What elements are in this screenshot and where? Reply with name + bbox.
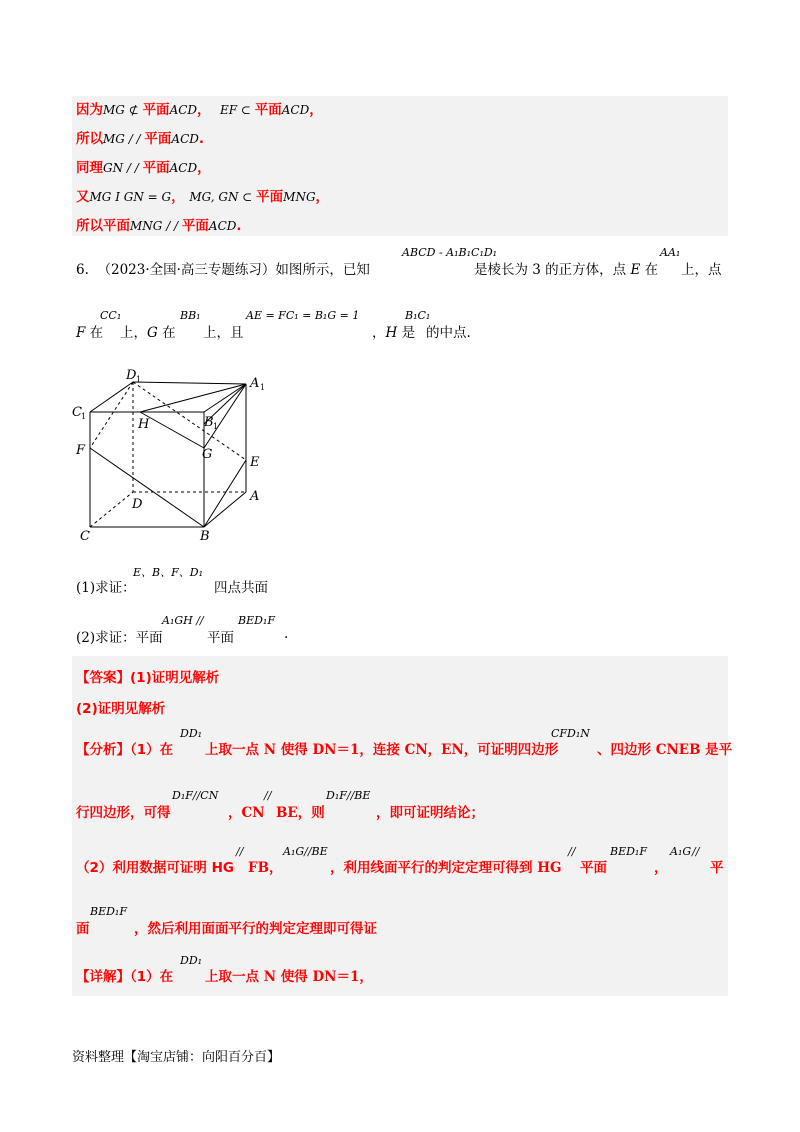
problem-line-2: F 在 [76, 325, 104, 341]
edge-cc1: CC₁ [100, 309, 122, 322]
edge-aa1: AA₁ [660, 246, 681, 259]
analysis-line-3c: ，利用线面平行的判定定理可得到 HG [330, 860, 562, 876]
analysis-line-2c: BE，则 [276, 805, 325, 821]
analysis-dd1: DD₁ [180, 727, 203, 740]
problem-line-2d: ，H 是 [372, 325, 416, 341]
analysis-a1g: A₁G [670, 845, 692, 858]
answer-box [72, 656, 728, 996]
analysis-line-4b: ，然后利用面面平行的判定定理即可得证 [134, 921, 377, 937]
proof-line-2: 所以MG / / 平面ACD. [76, 131, 205, 147]
analysis-parallel-1: // [264, 789, 272, 802]
analysis-d1f-cn: D₁F//CN [172, 789, 219, 802]
label-C: C [80, 529, 90, 544]
edge-bb1: BB₁ [180, 309, 201, 322]
problem-line-1-end: 上，点 [681, 262, 722, 278]
analysis-bed1f-2: BED₁F [90, 905, 127, 918]
footer-source: 资料整理【淘宝店铺：向阳百分百】 [72, 1050, 281, 1065]
analysis-line-4a: 面 [76, 921, 90, 937]
question-2: (2)求证：平面 [76, 630, 163, 646]
edge-b1c1: B₁C₁ [405, 309, 431, 322]
label-B: B [200, 529, 210, 544]
analysis-cfd1n: CFD₁N [551, 727, 590, 740]
label-F: F [76, 443, 86, 458]
question-2-math2: BED₁F [238, 614, 275, 627]
detail-line-a: 【详解】（1）在 [76, 969, 174, 985]
question-1-math: E、B、F、D₁ [133, 566, 203, 579]
problem-line-1: 6. （2023·全国·高三专题练习）如图所示，已知 [76, 262, 370, 278]
label-D1: D [126, 368, 137, 383]
analysis-line-1c: 、四边形 CNEB 是平 [597, 742, 733, 758]
analysis-line-1a: 【分析】（1）在 [76, 742, 174, 758]
label-C1-sub: 1 [81, 412, 87, 421]
analysis-line-3e: ， [654, 860, 668, 876]
proof-line-4: 又MG I GN = G， MG, GN ⊂ 平面MNG， [76, 189, 330, 205]
label-B1: B [204, 415, 214, 430]
label-D: D [132, 497, 143, 512]
label-A1: A [250, 376, 260, 391]
proof-line-5: 所以平面MNG / / 平面ACD. [76, 218, 242, 234]
cube-name: ABCD - A₁B₁C₁D₁ [402, 246, 498, 259]
answer-2: (2)证明见解析 [76, 701, 166, 717]
cube-figure [68, 362, 308, 552]
problem-line-2b: 上，G 在 [120, 325, 176, 341]
analysis-bed1f-1: BED₁F [610, 845, 647, 858]
question-2-mid: 平面 [207, 630, 234, 646]
analysis-d1f-be: D₁F//BE [326, 789, 371, 802]
question-2-math1: A₁GH // [162, 614, 204, 627]
label-A: A [250, 489, 260, 504]
proof-line-1: 因为MG ⊄ 平面ACD， EF ⊂ 平面ACD， [76, 102, 323, 118]
analysis-line-2d: ，即可证明结论； [376, 805, 484, 821]
label-H: H [138, 417, 150, 432]
label-B1-sub: 1 [213, 422, 219, 431]
label-C1: C [72, 405, 82, 420]
analysis-line-3a: （2）利用数据可证明 HG [76, 860, 234, 876]
analysis-parallel-3: // [568, 845, 576, 858]
analysis-parallel-4: // [692, 845, 700, 858]
condition: AE = FC₁ = B₁G = 1 [246, 309, 360, 322]
label-G: G [202, 447, 213, 462]
label-A1-sub: 1 [260, 383, 266, 392]
analysis-line-2b: ，CN [228, 805, 265, 821]
answer-label: 【答案】(1)证明见解析 [76, 670, 220, 686]
detail-dd1: DD₁ [180, 954, 203, 967]
question-1-suffix: 四点共面 [214, 580, 268, 596]
analysis-line-2a: 行四边形，可得 [76, 805, 171, 821]
detail-line-b: 上取一点 N 使得 DN＝1， [205, 969, 373, 985]
label-D1-sub: 1 [136, 375, 142, 384]
question-2-suffix: . [284, 626, 289, 642]
problem-line-2c: 上，且 [203, 325, 244, 341]
problem-line-1-cont: 是棱长为 3 的正方体，点 E 在 [474, 262, 659, 278]
problem-line-2e: 的中点. [426, 325, 471, 341]
question-1: (1)求证： [76, 580, 136, 596]
analysis-parallel-2: // [236, 845, 244, 858]
proof-line-3: 同理GN / / 平面ACD， [76, 160, 211, 176]
analysis-line-3d: 平面 [580, 860, 607, 876]
analysis-a1g-be: A₁G//BE [283, 845, 328, 858]
label-E: E [250, 455, 260, 470]
analysis-line-1b: 上取一点 N 使得 DN＝1，连接 CN，EN，可证明四边形 [205, 742, 559, 758]
analysis-line-3f: 平 [710, 860, 724, 876]
analysis-line-3b: FB， [248, 860, 283, 876]
